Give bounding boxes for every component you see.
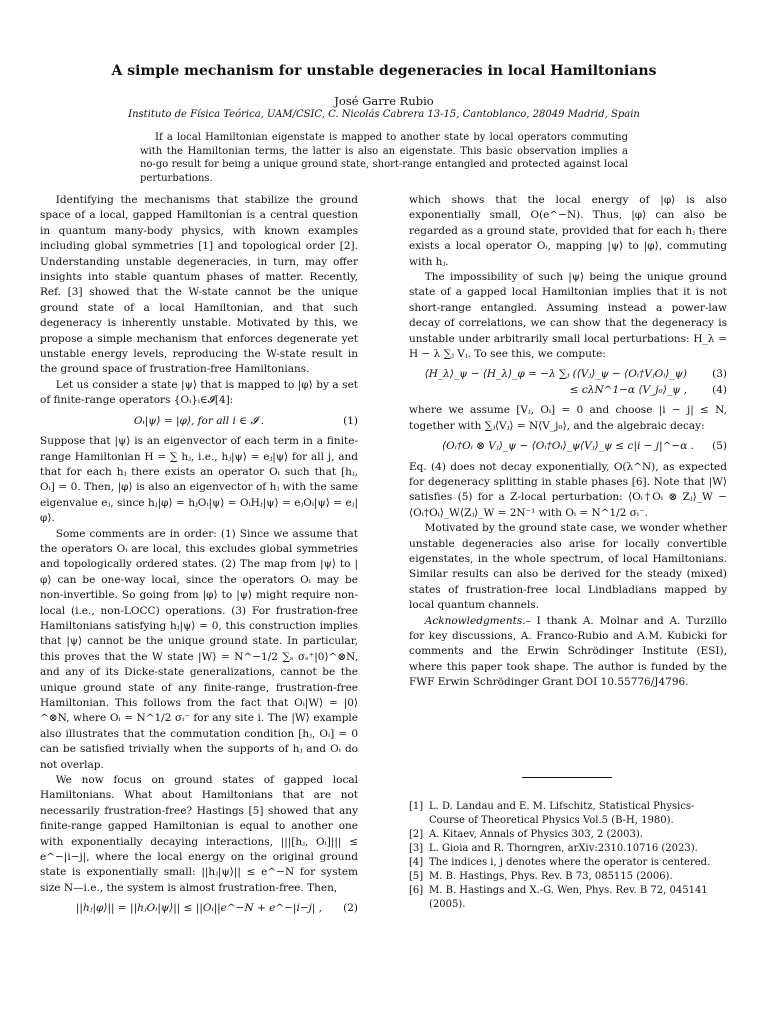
impossibility-paragraph: The impossibility of such |ψ⟩ being the unique ground state of a gapped local Hamiltonian implies that it is not short-range entangled. Assuming instead a power-law decay of correlations, we can show that the degeneracy is unstable under arbitrarily small local perturbations: H_λ = H − λ ∑ⱼ Vⱼ. To see this, we compute:	[409, 271, 727, 361]
comments-paragraph: Some comments are in order: (1) Since we assume that the operators Oᵢ are local, this excludes global symmetries and topologically ordered states. (2) The map from |ψ⟩ to |φ⟩ can be one-way local, since the operators Oᵢ may be non-invertible. So going from |φ⟩ to |ψ⟩ might require non-local (i.e., non-LOCC) operations. (3) For frustration-free Hamiltonians satisfying hⱼ|ψ⟩ = 0, this construction implies that |ψ⟩ cannot be the unique ground state. In particular, this proves that the W state |W⟩ = N^−1/2 ∑ₛ σₛ⁺|0⟩^⊗N, and any of its Dicke-state generalizations, cannot be the unique ground state of any finite-range, frustration-free Hamiltonian. This follows from the fact that Oᵢ|W⟩ = |0⟩^⊗N, where Oᵢ = N^1/2 σᵢ⁻ for any site i. The |W⟩ example also illustrates that the commutation condition [hⱼ, Oᵢ] = 0 can be satisfied trivially when the supports of hⱼ and Oᵢ do not overlap.	[40, 527, 358, 771]
acknowledgments-paragraph	[409, 614, 727, 691]
setup-paragraph: Let us consider a state |ψ⟩ that is mapped to |φ⟩ by a set of finite-range operators {Oᵢ}ᵢ∈𝓘[4]:	[40, 378, 358, 407]
intro-paragraph: Identifying the mechanisms that stabilize the ground space of a local, gapped Hamiltonian is a central question in quantum many-body physics, with known examples including global symmetries [1] and topological order [2]. Understanding unstable degeneracies, in turn, may offer insights into stable quantum phases of matter. Recently, Ref. [3] showed that the W-state cannot be the unique ground state of a local Hamiltonian, and that such degeneracy is inherently unstable. Motivated by this, we propose a simple mechanism that enforces degenerate yet unstable energy levels, reproducing the W-state result in the ground space of frustration-free Hamiltonians.	[40, 194, 358, 376]
continuation-paragraph: which shows that the local energy of |φ⟩ is also exponentially small, O(e^−N). Thus, |φ⟩ can also be regarded as a ground state, provided that for each hⱼ there exists a local operator Oᵢ, mapping |ψ⟩ to |φ⟩, commuting with hⱼ.	[409, 194, 727, 268]
reference-text: M. B. Hastings and X.-G. Wen, Phys. Rev. B 72, 045141 (2005).	[429, 885, 708, 910]
equation-4-line	[569, 383, 727, 398]
eigenvector-paragraph: Suppose that |ψ⟩ is an eigenvector of each term in a finite-range Hamiltonian H = ∑ hⱼ, i.e., hⱼ|ψ⟩ = eⱼ|ψ⟩ for all j, and that for each hⱼ there exists an operator Oᵢ such that [hⱼ, Oᵢ] = 0. Then, |φ⟩ is also an eigenvector of hⱼ with the same eigenvalue eⱼ, since hⱼ|φ⟩ = hⱼOᵢ|ψ⟩ = OᵢHⱼ|ψ⟩ = eⱼOᵢ|ψ⟩ = eⱼ|φ⟩.	[40, 435, 358, 525]
outlook-paragraph: Motivated by the ground state case, we wonder whether unstable degeneracies also arise for locally convertible eigenstates, in the whole spectrum, of local Hamiltonians. Similar results can also be derived for the steady (mixed) states of frustration-free local Lindbladians mapped by local quantum channels.	[409, 522, 727, 612]
references-divider	[522, 777, 612, 778]
acknowledgments-label: Acknowledgments.	[424, 614, 526, 627]
reference-item	[409, 828, 729, 842]
equation-1-body: Oᵢ|ψ⟩ = |φ⟩, for all i ∈ 𝓘 .	[133, 414, 265, 427]
equation-5-number: (5)	[712, 440, 727, 453]
author-name: José Garre Rubio	[334, 94, 434, 108]
reference-number: [3]	[409, 843, 424, 854]
reference-item	[409, 842, 729, 856]
reference-number: [1]	[409, 801, 424, 812]
reference-text: The indices i, j denotes where the operator is centered.	[429, 857, 711, 868]
equation-2-number: (2)	[343, 902, 358, 915]
reference-item	[409, 884, 729, 912]
assumption-paragraph: where we assume [Vⱼ, Oᵢ] = 0 and choose |i − j| ≤ N, together with ∑ⱼ⟨Vⱼ⟩ = N⟨V_j₀⟩, and the algebraic decay:	[409, 404, 727, 432]
author-affiliation: Instituto de Física Teórica, UAM/CSIC, C. Nicolás Cabrera 13-15, Cantoblanco, 28049 Madrid, Spain	[128, 109, 640, 120]
equation-3-4	[409, 367, 727, 398]
reference-text: L. Gioia and R. Thorngren, arXiv:2310.10716 (2023).	[429, 843, 698, 854]
reference-item	[409, 856, 729, 870]
equation-2-body: ||hⱼ|φ⟩|| = ||hⱼOᵢ|ψ⟩|| ≤ ||Oᵢ||e^−N + e^−|i−j| ,	[75, 902, 323, 915]
right-column	[409, 193, 727, 691]
decay-paragraph: Eq. (4) does not decay exponentially, O(λ^N), as expected for degeneracy splitting in stable phases [6]. Note that |W⟩ satisfies (5) for a Z-local perturbation: ⟨Oᵢ†Oᵢ ⊗ Zⱼ⟩_W − ⟨Oᵢ†Oᵢ⟩_W⟨Zⱼ⟩_W = 2N⁻¹ with Oᵢ = N^1/2 σᵢ⁻.	[409, 460, 727, 519]
left-column	[40, 193, 358, 922]
reference-number: [6]	[409, 885, 424, 896]
equation-1-number: (1)	[343, 414, 358, 427]
references-list	[409, 800, 729, 912]
reference-number: [4]	[409, 857, 424, 868]
reference-number: [5]	[409, 871, 424, 882]
gapped-paragraph: We now focus on ground states of gapped local Hamiltonians. What about Hamiltonians that are not necessarily frustration-free? Hastings [5] showed that any finite-range gapped Hamiltonian is equal to another one with exponentially decaying interactions, |||[hⱼ, Oᵢ]||| ≤ e^−|i−j|, where the local energy on the original ground state is exponentially small: ||hⱼ|ψ⟩|| ≤ e^−N for system size N—i.e., the system is almost frustration-free. Then,	[40, 774, 358, 894]
equation-3-number: (3)	[712, 368, 727, 381]
equation-2	[40, 901, 358, 916]
abstract-text: If a local Hamiltonian eigenstate is mapped to another state by local operators commuting with the Hamiltonian terms, the latter is also an eigenstate. This basic observation implies a no-go result for being a unique ground state, short-range entangled and protected against local perturbations.	[140, 132, 628, 184]
reference-item	[409, 800, 729, 828]
acknowledgments-text: – I thank A. Molnar and A. Turzillo for key discussions, A. Franco-Rubio and A.M. Kubicki for comments and the Erwin Schrödinger Institute (ESI), where this paper took shape. The author is funded by the FWF Erwin Schrödinger Grant DOI 10.55776/J4796.	[409, 614, 727, 689]
equation-5	[409, 439, 727, 454]
paper-title: A simple mechanism for unstable degeneracies in local Hamiltonians	[111, 63, 657, 79]
reference-item	[409, 870, 729, 884]
equation-3-body: ⟨H_λ⟩_ψ − ⟨H_λ⟩_φ = −λ ∑ⱼ (⟨Vⱼ⟩_ψ − ⟨Oᵢ†VⱼOᵢ⟩_ψ)	[424, 368, 687, 381]
equation-4-body: ≤ cλN^1−α ⟨V_j₀⟩_ψ ,	[569, 383, 687, 396]
reference-number: [2]	[409, 829, 424, 840]
reference-text: L. D. Landau and E. M. Lifschitz, Statistical Physics-Course of Theoretical Physics Vol.5 (B-H, 1980).	[429, 801, 695, 826]
equation-5-body: ⟨Oᵢ†Oᵢ ⊗ Vⱼ⟩_ψ − ⟨Oᵢ†Oᵢ⟩_ψ⟨Vⱼ⟩_ψ ≤ c|i − j|^−α .	[442, 440, 694, 453]
equation-3-line	[424, 367, 727, 382]
reference-text: A. Kitaev, Annals of Physics 303, 2 (2003).	[429, 829, 643, 840]
equation-1	[40, 414, 358, 429]
reference-text: M. B. Hastings, Phys. Rev. B 73, 085115 (2006).	[429, 871, 673, 882]
equation-4-number: (4)	[712, 383, 727, 396]
abstract	[140, 131, 628, 185]
